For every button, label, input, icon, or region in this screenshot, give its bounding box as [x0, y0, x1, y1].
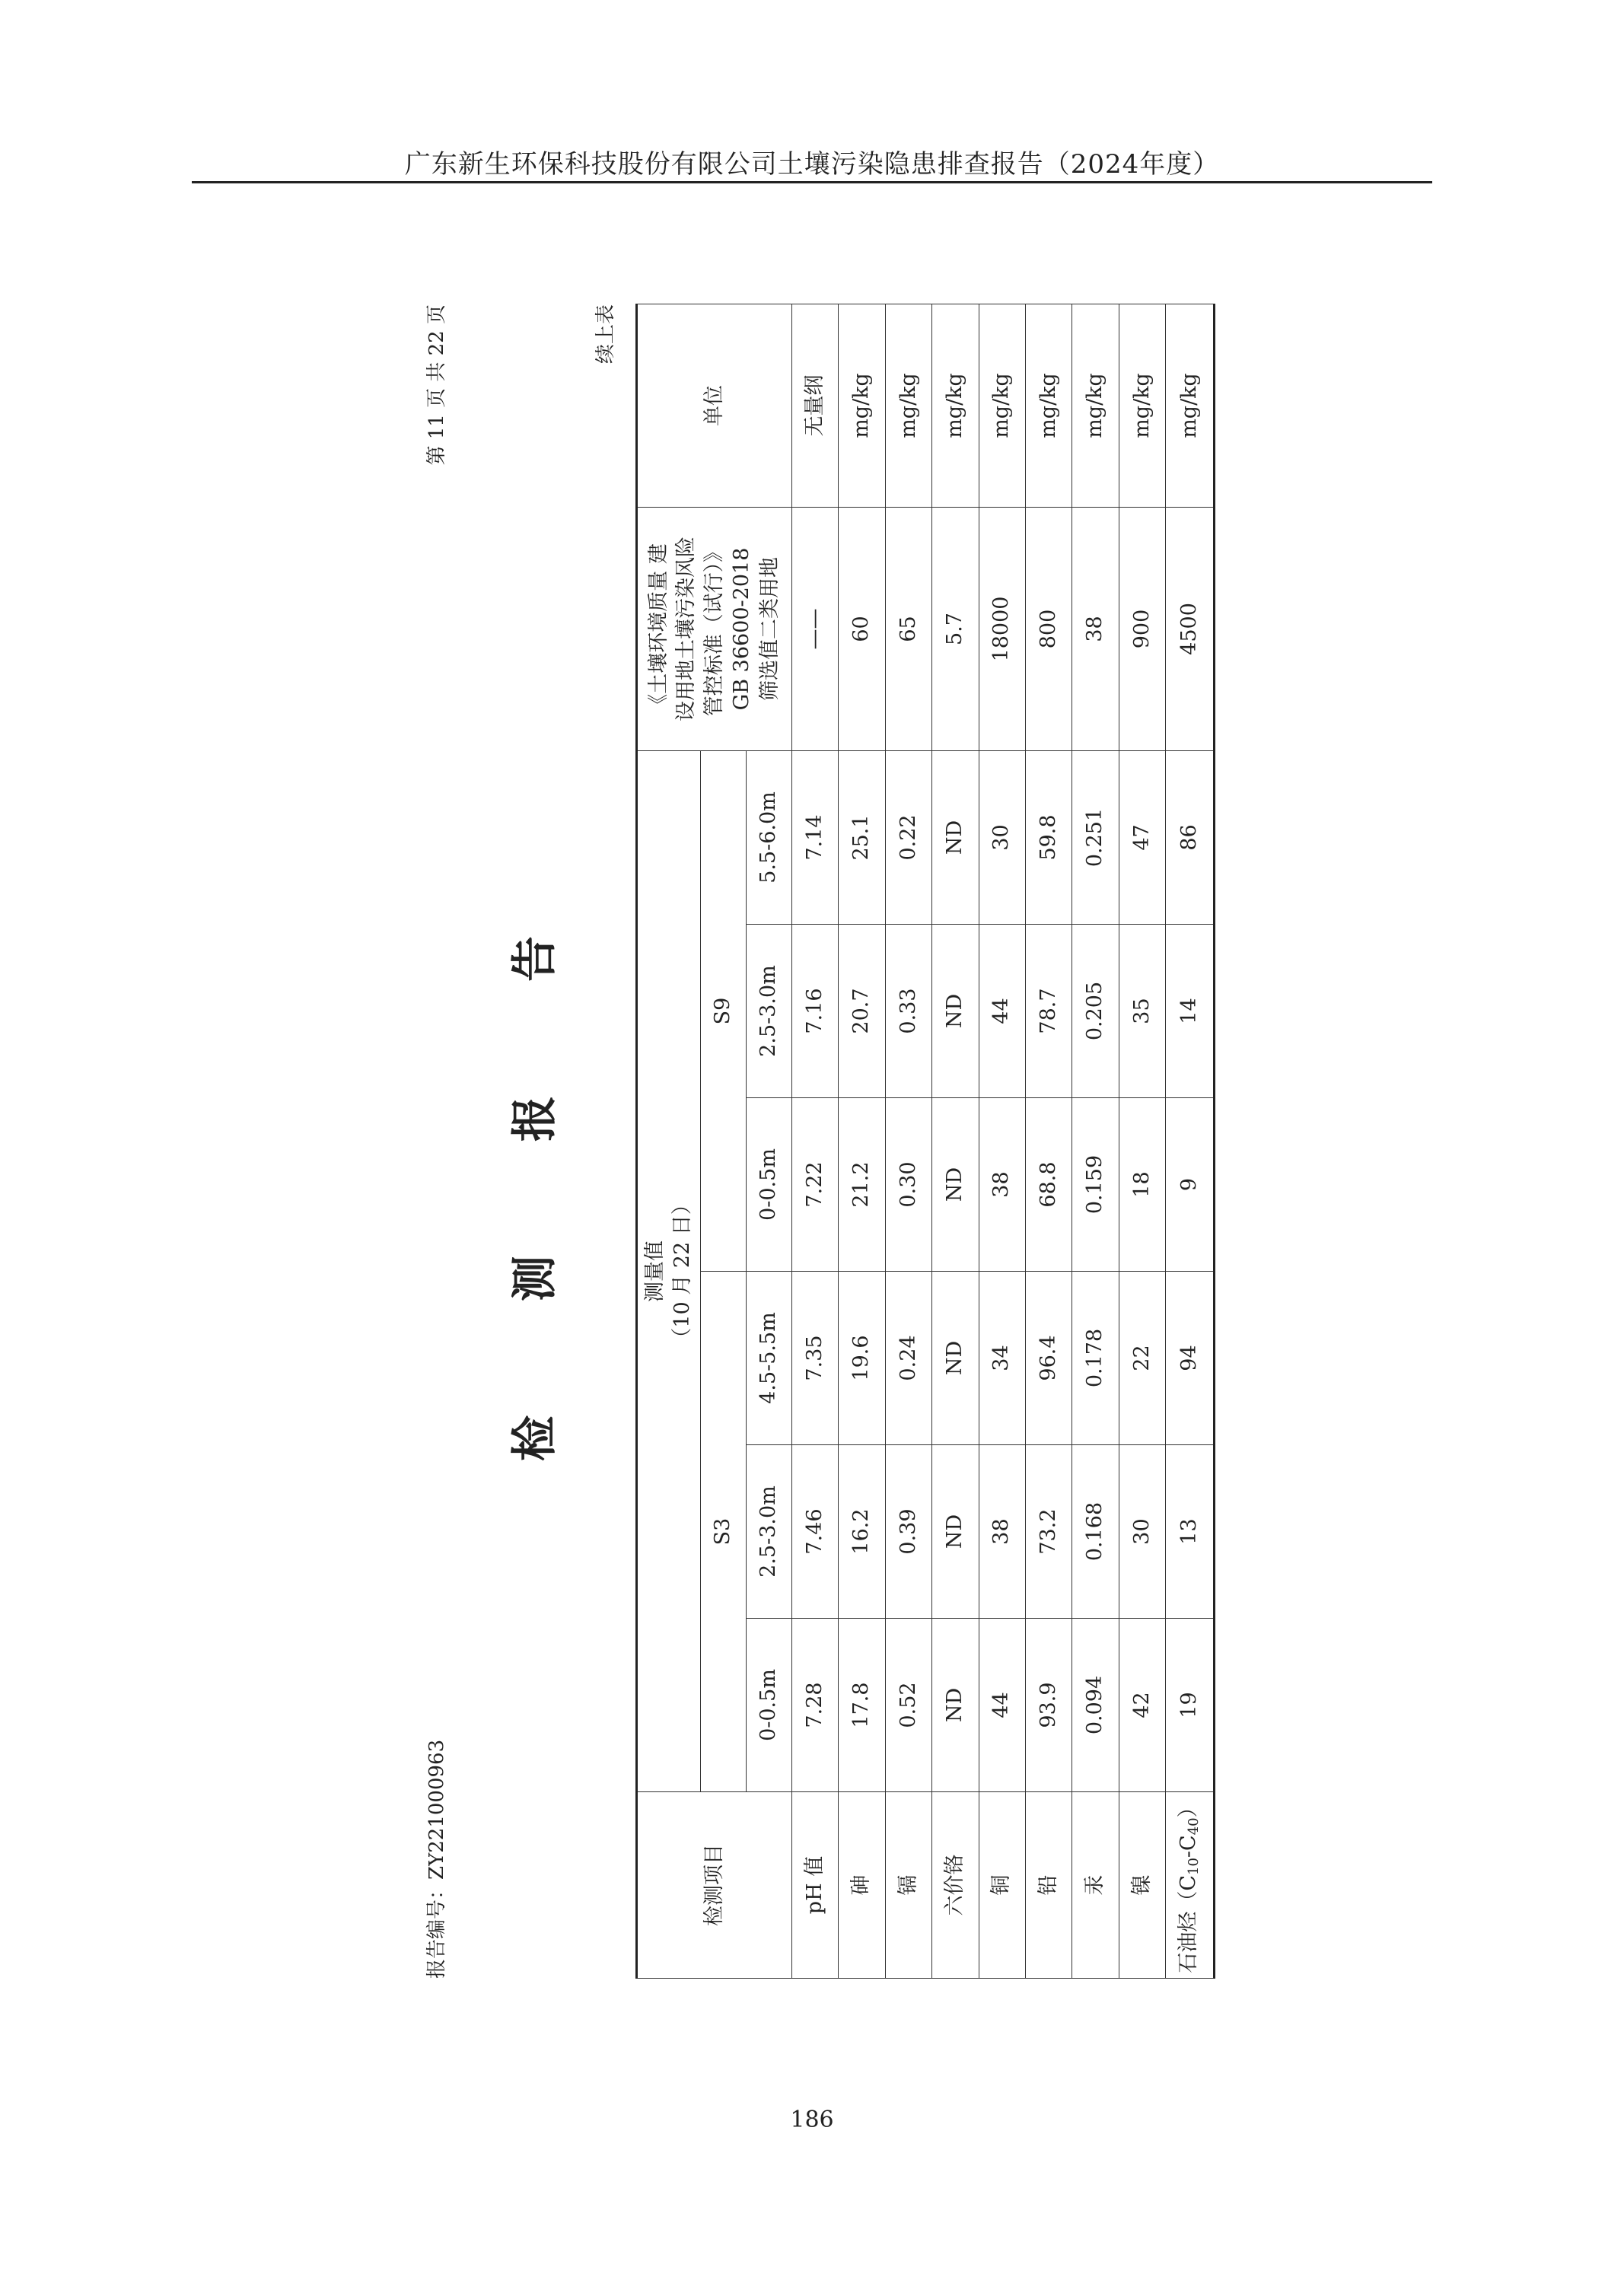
table-row — [792, 304, 839, 1978]
depth-label: 2.5-3.0m — [747, 925, 792, 1098]
row-value: 7.14 — [792, 750, 839, 924]
row-unit: mg/kg — [1166, 304, 1215, 507]
row-item: 砷 — [839, 1792, 885, 1979]
row-unit: mg/kg — [932, 304, 979, 507]
page-header: 广东新生环保科技股份有限公司土壤污染隐患排查报告（2024年度） — [404, 149, 1220, 180]
site-s9: S9 — [701, 750, 747, 1271]
row-value: 59.8 — [1025, 750, 1072, 924]
row-value: 0.251 — [1072, 750, 1119, 924]
row-unit: mg/kg — [979, 304, 1025, 507]
row-unit: mg/kg — [885, 304, 931, 507]
standard-line: GB 36600-2018 — [730, 547, 754, 711]
row-value: 44 — [979, 925, 1025, 1098]
row-value: 0.205 — [1072, 925, 1119, 1098]
row-value: 30 — [1119, 1445, 1165, 1619]
row-value: 94 — [1166, 1272, 1215, 1445]
item-text: -C — [1177, 1835, 1201, 1858]
row-value: 9 — [1166, 1098, 1215, 1272]
page-number: 186 — [790, 2107, 834, 2133]
row-standard: 900 — [1119, 507, 1165, 750]
item-text: ） — [1177, 1797, 1201, 1818]
row-value: 38 — [979, 1098, 1025, 1272]
item-text: 石油烃（C — [1177, 1874, 1201, 1973]
row-value: 20.7 — [839, 925, 885, 1098]
row-standard: 60 — [839, 507, 885, 750]
measured-label: 测量值 — [642, 1240, 667, 1302]
row-value: ND — [932, 1272, 979, 1445]
depth-label: 0-0.5m — [747, 1098, 792, 1272]
row-unit: 无量纲 — [792, 304, 839, 507]
row-value: 78.7 — [1025, 925, 1072, 1098]
standard-line: 设用地土壤污染风险 — [674, 536, 699, 721]
report-id: 报告编号：ZY221000963 — [425, 1739, 448, 1979]
standard-line: 《土壤环境质量 建 — [646, 543, 670, 715]
row-value: 47 — [1119, 750, 1165, 924]
row-value: 73.2 — [1025, 1445, 1072, 1619]
row-standard: 800 — [1025, 507, 1072, 750]
row-value: 0.24 — [885, 1272, 931, 1445]
row-item: 镍 — [1119, 1792, 1165, 1979]
depth-label: 5.5-6.0m — [747, 750, 792, 924]
row-value: 68.8 — [1025, 1098, 1072, 1272]
table-row — [1025, 304, 1072, 1978]
standard-header — [637, 507, 792, 750]
row-value: ND — [932, 1098, 979, 1272]
row-standard: 4500 — [1166, 507, 1215, 750]
depth-label: 0-0.5m — [747, 1619, 792, 1792]
row-value: 21.2 — [839, 1098, 885, 1272]
table-row — [1119, 304, 1165, 1978]
row-item: 六价铬 — [932, 1792, 979, 1979]
row-value: 7.46 — [792, 1445, 839, 1619]
table-row — [885, 304, 931, 1978]
continued-label: 续上表 — [594, 304, 617, 365]
table-row — [932, 304, 979, 1978]
row-item: 铜 — [979, 1792, 1025, 1979]
table-row — [1166, 304, 1215, 1978]
row-value: 86 — [1166, 750, 1215, 924]
row-standard: —— — [792, 507, 839, 750]
row-value: 30 — [979, 750, 1025, 924]
row-value: 0.33 — [885, 925, 931, 1098]
report-title: 检测报告 — [508, 822, 562, 1461]
row-value: 14 — [1166, 925, 1215, 1098]
row-unit: mg/kg — [1119, 304, 1165, 507]
item-header: 检测项目 — [637, 1792, 792, 1979]
header-divider — [192, 181, 1432, 183]
row-standard: 18000 — [979, 507, 1025, 750]
standard-line: 筛选值二类用地 — [757, 556, 782, 701]
row-value: 0.178 — [1072, 1272, 1119, 1445]
row-item: pH 值 — [792, 1792, 839, 1979]
measured-header — [637, 750, 701, 1791]
table-row — [979, 304, 1025, 1978]
row-value: 7.22 — [792, 1098, 839, 1272]
row-value: 17.8 — [839, 1619, 885, 1792]
row-standard: 38 — [1072, 507, 1119, 750]
row-value: 7.16 — [792, 925, 839, 1098]
row-value: 44 — [979, 1619, 1025, 1792]
row-value: 0.52 — [885, 1619, 931, 1792]
unit-header: 单位 — [637, 304, 792, 507]
depth-label: 4.5-5.5m — [747, 1272, 792, 1445]
standard-line: 管控标准（试行）》 — [702, 541, 726, 717]
table-row — [839, 304, 885, 1978]
row-item: 铅 — [1025, 1792, 1072, 1979]
row-value: 93.9 — [1025, 1619, 1072, 1792]
row-value: 7.28 — [792, 1619, 839, 1792]
row-value: 19.6 — [839, 1272, 885, 1445]
depth-label: 2.5-3.0m — [747, 1445, 792, 1619]
row-value: 0.22 — [885, 750, 931, 924]
row-value: 19 — [1166, 1619, 1215, 1792]
row-value: 0.30 — [885, 1098, 931, 1272]
page-info: 第 11 页 共 22 页 — [425, 304, 448, 466]
row-value: 25.1 — [839, 750, 885, 924]
row-value: 16.2 — [839, 1445, 885, 1619]
row-value: 35 — [1119, 925, 1165, 1098]
row-value: 7.35 — [792, 1272, 839, 1445]
row-value: 96.4 — [1025, 1272, 1072, 1445]
row-item: 汞 — [1072, 1792, 1119, 1979]
row-value: 18 — [1119, 1098, 1165, 1272]
site-s3: S3 — [701, 1272, 747, 1792]
row-standard: 5.7 — [932, 507, 979, 750]
row-unit: mg/kg — [1072, 304, 1119, 507]
measured-date: （10 月 22 日） — [670, 1194, 694, 1349]
row-value: 0.094 — [1072, 1619, 1119, 1792]
row-value: ND — [932, 1445, 979, 1619]
row-value: ND — [932, 925, 979, 1098]
row-value: 38 — [979, 1445, 1025, 1619]
rotated-report-sheet — [361, 304, 1275, 1979]
row-item — [1166, 1792, 1215, 1979]
row-value: 13 — [1166, 1445, 1215, 1619]
results-table — [635, 304, 1215, 1979]
row-standard: 65 — [885, 507, 931, 750]
row-value: 34 — [979, 1272, 1025, 1445]
row-unit: mg/kg — [839, 304, 885, 507]
row-value: 22 — [1119, 1272, 1165, 1445]
row-value: 42 — [1119, 1619, 1165, 1792]
row-value: 0.159 — [1072, 1098, 1119, 1272]
table-header-row — [637, 304, 701, 1978]
item-subscript: 10 — [1186, 1858, 1202, 1875]
row-value: 0.168 — [1072, 1445, 1119, 1619]
row-unit: mg/kg — [1025, 304, 1072, 507]
row-value: ND — [932, 750, 979, 924]
row-value: ND — [932, 1619, 979, 1792]
row-item: 镉 — [885, 1792, 931, 1979]
row-value: 0.39 — [885, 1445, 931, 1619]
table-row — [1072, 304, 1119, 1978]
item-subscript: 40 — [1186, 1817, 1202, 1836]
